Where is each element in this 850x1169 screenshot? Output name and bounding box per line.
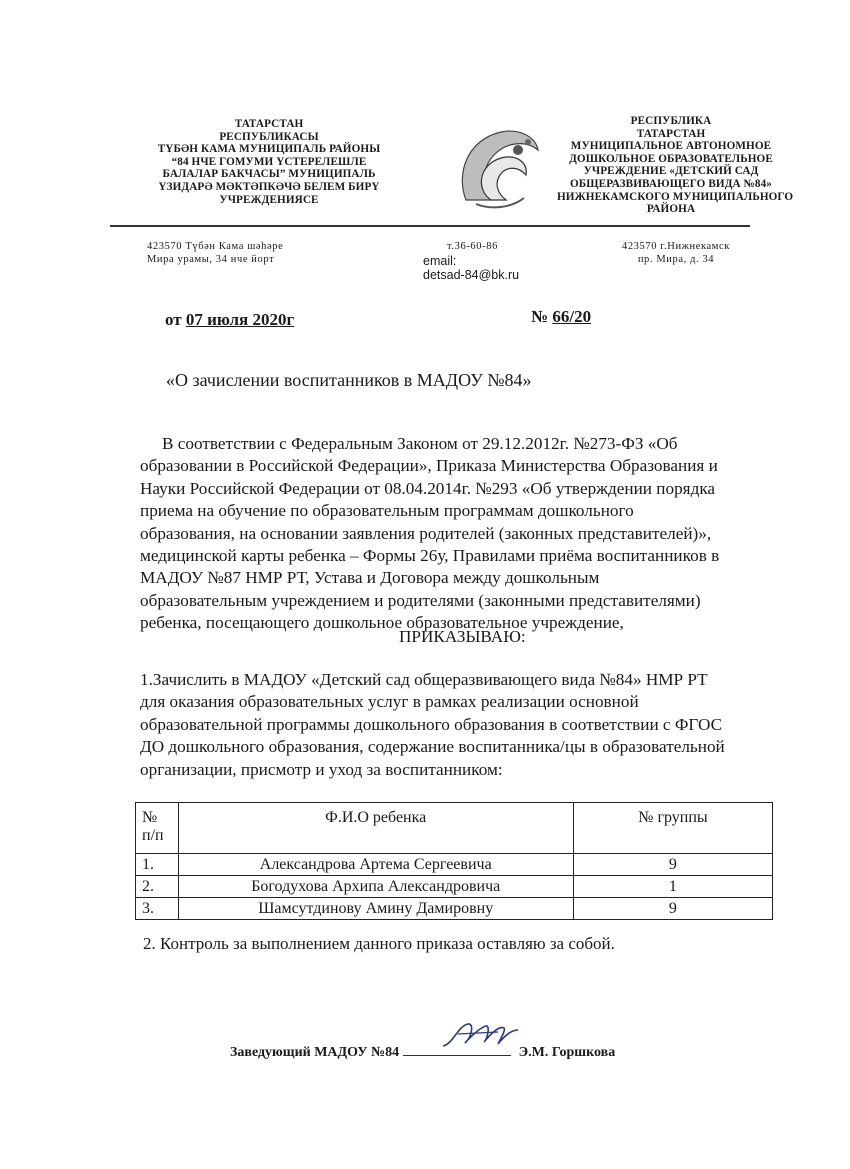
table-header-row — [136, 803, 773, 854]
header-right-line: МУНИЦИПАЛЬНОЕ АВТОНОМНОЕ — [570, 140, 772, 153]
signature-row — [230, 1041, 615, 1061]
email-label: email: — [423, 253, 457, 268]
item-2: 2. Контроль за выполнением данного приказа оставляю за собой. — [143, 934, 615, 953]
item-1-line: 1.Зачислить в МАДОУ «Детский сад общеразвивающего вида №84» НМР РТ — [140, 670, 708, 689]
item-1 — [140, 669, 800, 781]
header-right-block — [557, 115, 794, 216]
header-group: № группы — [573, 803, 772, 854]
header-left-line: БАЛАЛАР БАКЧАСЫ” МУНИЦИПАЛЬ — [162, 168, 376, 181]
order-date-value: 07 июля 2020г — [185, 310, 295, 329]
preamble-line: ребенка, посещающего дошкольное образовательное учреждение, — [140, 613, 624, 633]
header-number: № п/п — [136, 803, 179, 854]
item-1-line: ДО дошкольного образования, содержание воспитанника/цы в образовательной — [140, 737, 725, 757]
header-right-line: РАЙОНА — [646, 203, 696, 216]
header-left-block — [140, 118, 398, 206]
order-number — [531, 307, 591, 327]
address-left-line: Мира урамы, 34 нче йорт — [147, 253, 275, 265]
header-left-line: ТАТАРСТАН — [234, 118, 304, 130]
table-row — [136, 898, 773, 920]
header-left-line: ҮЗИДАРӘ МӘКТӘПКӘЧӘ БЕЛЕМ БИРҮ — [158, 180, 380, 193]
row-number: 1. — [136, 854, 179, 876]
row-group: 9 — [573, 854, 772, 876]
header-right-line: РЕСПУБЛИКА — [630, 115, 712, 127]
preamble-line: приема на обучение по образовательным программам дошкольного — [140, 501, 634, 521]
table-row — [136, 876, 773, 898]
order-subject: «О зачислении воспитанников в МАДОУ №84» — [166, 370, 532, 390]
header-left-line: ТҮБӘН КАМА МУНИЦИПАЛЬ РАЙОНЫ — [157, 143, 381, 156]
signature-name: Э.М. Горшкова — [518, 1045, 616, 1060]
signature-position: Заведующий МАДОУ №84 — [230, 1045, 400, 1060]
item-1-line: для оказания образовательных услуг в рамках реализации основной — [140, 692, 639, 712]
header-right-line: ТАТАРСТАН — [636, 127, 706, 140]
table-row — [136, 854, 773, 876]
order-number-prefix: № — [531, 307, 549, 326]
row-number: 2. — [136, 876, 179, 898]
header-left-line: УЧРЕЖДЕНИЯСЕ — [219, 193, 319, 206]
children-table — [135, 802, 773, 920]
address-left-line: 423570 Түбән Кама шәһәре — [147, 241, 284, 252]
handwritten-signature-icon — [438, 1016, 528, 1056]
preamble-line: медицинской карты ребенка – Формы 26у, Правилами приёма воспитанников в — [140, 546, 720, 566]
order-date — [165, 310, 294, 330]
header-right-line: ОБЩЕРАЗВИВАЮЩЕГО ВИДА №84» — [570, 177, 772, 190]
row-number: 3. — [136, 898, 179, 920]
preamble-line: Науки Российской Федерации от 08.04.2014г. №293 «Об утверждении порядка — [140, 478, 716, 498]
preamble-line: В соответствии с Федеральным Законом от 29.12.2012г. №273-ФЗ «Об — [162, 434, 678, 453]
header-right-line: НИЖНЕКАМСКОГО МУНИЦИПАЛЬНОГО — [557, 190, 794, 203]
row-child-name: Богодухова Архипа Александровича — [178, 876, 573, 898]
header-left-line: РЕСПУБЛИКАСЫ — [219, 130, 319, 143]
kindergarten-logo-icon — [446, 120, 546, 215]
header-left-line: “84 НЧЕ ГОМУМИ ҮСТЕРЕЛЕШЛЕ — [171, 155, 367, 168]
prikaz-heading: ПРИКАЗЫВАЮ: — [399, 627, 526, 646]
preamble — [140, 433, 790, 635]
header-right-line: ДОШКОЛЬНОЕ ОБРАЗОВАТЕЛЬНОЕ — [569, 152, 773, 165]
email-address: detsad-84@bk.ru — [423, 267, 520, 282]
preamble-line: образования, на основании заявления родителей (законных представителей)», — [140, 523, 712, 543]
order-number-value: 66/20 — [552, 307, 592, 326]
address-left — [147, 241, 283, 266]
row-child-name: Шамсутдинову Амину Дамировну — [178, 898, 573, 920]
address-right-line: пр. Мира, д. 34 — [637, 253, 715, 265]
header-right-line: УЧРЕЖДЕНИЕ «ДЕТСКИЙ САД — [583, 165, 759, 178]
contact-block — [423, 241, 519, 282]
address-right — [606, 241, 746, 266]
item-1-line: организации, присмотр и уход за воспитанником: — [140, 759, 503, 779]
address-right-line: 423570 г.Нижнекамск — [621, 241, 731, 252]
preamble-line: МАДОУ №87 НМР РТ, Устава и Договора между дошкольным — [140, 568, 600, 588]
preamble-line: образовательным учреждением и родителями (законными представителями) — [140, 590, 701, 610]
header-divider — [110, 225, 750, 227]
order-date-prefix: от — [165, 310, 182, 329]
phone-number: т.36-60-86 — [447, 241, 498, 252]
row-group: 9 — [573, 898, 772, 920]
item-1-line: образовательной программы дошкольного образования в соответствии с ФГОС — [140, 714, 723, 734]
preamble-line: образовании в Российской Федерации», Приказа Министерства Образования и — [140, 456, 718, 476]
header-name: Ф.И.О ребенка — [178, 803, 573, 854]
row-group: 1 — [573, 876, 772, 898]
row-child-name: Александрова Артема Сергеевича — [178, 854, 573, 876]
